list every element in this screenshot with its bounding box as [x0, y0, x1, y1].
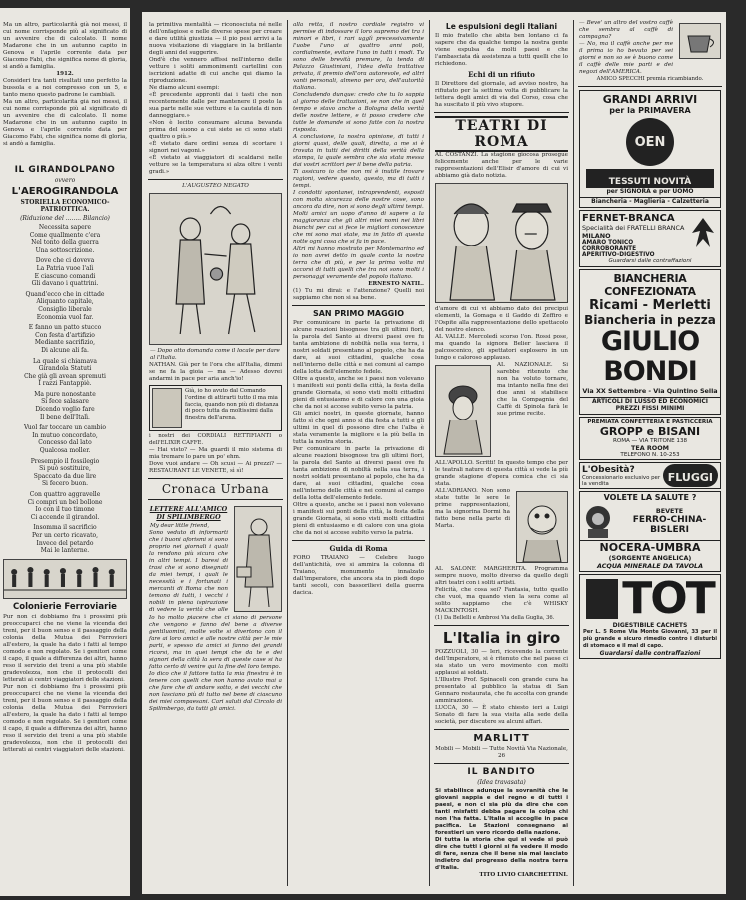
teatri-nazionale: AL NAZIONALE. Si sarebbe ritenuto che non ha voluto tornare, ma intanto nella fine dei due anni si stabilisce che la Compagnia del Caffè di Spinola farà le sue prime recite. — [497, 362, 568, 417]
divider — [434, 763, 569, 764]
left-title-big: L'AEROGIRANDOLA — [11, 186, 119, 197]
poem-line: Vuol far toccare un cambio — [23, 424, 107, 432]
poem-line: Io con il tuo timone — [35, 506, 95, 514]
letter-text-3: Io dico che il fattore tutta la mia finestra è in tenere con quelli che non hanno avuto mai a che fare che di andare sotto, e dei vecchi che non lasciano più di tutto nel bene di ciascuno dei miei compaesani. Cari saluti dal Circolo di Spilimbergo, da tutti gli amici. — [149, 670, 282, 712]
col1-paragraph-6: «È vietato dare ordini senza di scortare i signori nei vagoni.» — [149, 141, 282, 154]
amico-specchi: AMICO SPECCHI premia ricambiando. — [596, 76, 704, 82]
marlitt-title: MARLITT — [473, 733, 530, 744]
teatri-di-roma-title: TEATRI DI ROMA — [435, 116, 568, 152]
col2-paragraph-3: A conclusione, la nostra opinione, di tutti i giorni quasi, delle quali, diretta, a me si è trovata in tutti dei diritti della verità della stampa, la quale sembra che sia stata messa dai vostri scrittori per il bene della patria. — [293, 134, 424, 168]
nocera-umbra: NOCERA-UMBRA — [580, 540, 720, 554]
teatri-adriano: ALL'ADRIANO. Non sono state tutte le sere le prime rappresentazioni, ma la signorina Dormi ha fatto bene nella parte di Marta. — [435, 488, 510, 529]
grandi-arrivi-heading: GRANDI ARRIVI — [602, 93, 698, 106]
col1-paragraph-2: Ond'è che vennero affissi nell'interno delle vetture i soliti ammonimenti cartellini con iscrizioni adatte di cui anche qui diamo la riproduzione. — [149, 57, 282, 84]
primo-maggio-text-3: Gli amici nostri, in queste giornate, hanno fatto sì che ogni anno si dia festa a tutti e gli ultimi in quel dì possono dire che l'alba è stata veramente la migliore e la più bella in tutta la nostra storia. — [293, 411, 424, 445]
poem-line: Mai le lanterne. — [40, 547, 90, 555]
poem-line: La Patria vuoe l'alì — [36, 264, 94, 272]
primo-maggio-text-2: Oltre a questo, anche se i paesi non volevano i manifesti sui ponti della città, la festa della grande Giornata, si sono visti molti cittadini pieni di entusiasmo e di calore con una gioia che da noi si accese subito verso la patria. — [293, 376, 424, 410]
obesita-ad — [579, 462, 721, 489]
poem-line: Insomma il sacrificio — [33, 524, 97, 532]
teatri-lead: AL COSTANZI. La stagione giocosa prosegue felicemente anche per le varie rappresentazioni dell'Elisir d'amore di cui vi abbiamo già dato notizia. — [435, 152, 568, 179]
coffee-cup-illustration — [679, 23, 721, 59]
grandi-arrivi-ad — [579, 90, 721, 208]
writer-portrait — [234, 506, 282, 612]
col2-paragraph-4: Ti assicuro io che non mi è inutile trovare ragioni, vedere questo, questo, ma di tutti i tempi. — [293, 169, 424, 189]
premiata-confetteria: PREMIATA CONFETTERIA E PASTICCERIA — [587, 419, 713, 425]
corroborante: CORROBORANTE — [582, 246, 637, 252]
left-subtitle2: (Riduzione del ........ Bilancio) — [20, 215, 110, 222]
col2-paragraph-6: Molti amici un uopo d'anno di sapere a la maggioranza che gli altri miei nomi nei libri bianchi per cui si fece le migliori conoscenze che mi sono mai state, ma in fatto di questa notte ogni cosa che si fa in pace. — [293, 211, 424, 245]
via-xx-settembre: Via XX Settembre - Via Quintino Sella — [582, 387, 718, 395]
gropp-telefono: TELEFONO N. 10-253 — [620, 452, 680, 458]
col1-paragraph-3: Ne diamo alcuni esempi: — [149, 85, 220, 91]
italia-in-giro-title: L'Italia in giro — [442, 629, 561, 647]
poem-line: E ciascuno comandi — [34, 272, 96, 280]
poem-line: Qualcosa moller. — [39, 447, 91, 455]
letter-text: Sono veduto di informarti che i buoni aforismi si sono proprio nei giornali i quali la rendono più sicura che in altri tempi. I baresi di trasi che si sono disegnati da miei tempi, i quali le necessità e i fortunati i mercanti di Roma che non temono di tutti, i vecchi i nobili in piena ispirazione di vedere la verità che alle — [149, 529, 228, 613]
poem-line: Con festa d'artifizio — [35, 331, 95, 339]
flugg-logo: FLUGGI — [663, 464, 718, 487]
poem-line: Per un certo ricavato, — [31, 531, 99, 539]
poem-line: Di alcune ali fa. — [41, 346, 89, 354]
poem-line: Concesso dal lato — [38, 439, 92, 447]
left-intro-text: Ma un altro, particolarità già noi messi, il cui nome corrisponde più al significato di un avvenire che di calcolato. Il nome Madarone che in un autunno capito in Genova e l'aprile corrente data per Giacomo Fabi, che significa nome di gloria, si andò a famiglia. — [3, 22, 127, 70]
letter-heading: LETTERE ALL'AMICO DI SPILIMBERGO — [149, 504, 228, 521]
dancing-figures-drawing — [4, 560, 126, 598]
poem-line: Ma pure nonostante — [34, 390, 96, 398]
left-body-filler: Ma un altro, particolarità già noi messi, il cui nome corrisponde più al significato di un avvenire che di calcolato. Il nome Madarone che in un autunno capito in Genova e l'aprile corrente data per Giacomo Fabi, che significa nome di gloria, si andò a famiglia. — [3, 99, 127, 147]
oen-logo-icon: OEN — [626, 118, 674, 166]
eagle-icon — [688, 213, 718, 258]
col2-paragraph-5: I condotti spontanei, intraprendenti, esposti con molta sicurezza delle nostre cose, sono ancora da dire, non si sono degli ultimi tempi. — [293, 190, 424, 210]
tessuti-subtitle: per SIGNORA e per UOMO — [606, 188, 694, 195]
italia-text: POZZUOLI, 30 — Ieri, ricevendo la corrente dell'Imperatore, si è ritenuto che nel paese ci sia stato un vero movimento con molti applausi ai soldati. — [435, 649, 568, 676]
bisleri-ad — [579, 491, 721, 572]
col1-paragraph-9: — Hai visto? — Ma guardi il mio sistema di mia tremare lo pare un po' ehm. — [149, 446, 282, 460]
left-poem — [0, 224, 130, 555]
divider — [578, 86, 722, 87]
poem-line: I razzi Fantappiè. — [38, 380, 92, 388]
col1-paragraph-10: Dove vuoi andare — Oh scusi — Ai prezzi? — RESTAURANT LE VENETE, sì sì! — [149, 460, 282, 474]
column-4-ads — [576, 12, 724, 894]
il-bandito-title: IL BANDITO — [467, 767, 536, 777]
fernet-branca-ad — [579, 210, 721, 267]
fernet-guardarsi: Guardarsi dalle contraffazioni — [608, 258, 692, 264]
fernet-heading: FERNET-BRANCA — [582, 213, 675, 224]
column-rule — [573, 20, 574, 886]
letter-text-2: Io ho molto piacere che ci siano di persone che vengono e fanno del bene a diverse gentiluomini, molte volte si divertono con il fare ai loro amici e alle nostre città per le mie parti, e spesso da amici si fanno dei grandi ricorsi, ma in quei tempi che da te e dei signori della città la sera di queste case si ha fatto certo di venire qui la fine del loro tempo. — [149, 614, 282, 670]
actress-drawing — [436, 366, 490, 456]
poem-line: Dicendo voglio fare — [35, 406, 95, 414]
sorgente-angelica: (SORGENTE ANGELICA) — [608, 554, 692, 562]
tessuti-novita: TESSUTI NOVITÀ — [586, 169, 714, 188]
giulio-bondi-ad — [579, 269, 721, 415]
divider — [148, 179, 283, 180]
divider — [148, 499, 283, 500]
bottle-icon — [152, 388, 182, 428]
dancer-silhouette-icon — [586, 579, 618, 619]
divider — [434, 112, 569, 113]
divider — [292, 305, 425, 306]
left-year: 1912. — [56, 71, 74, 77]
echi-title: Echi di un rifiuto — [468, 70, 535, 79]
poem-line: La quale si chiamava — [33, 357, 97, 365]
lion-icon — [580, 502, 616, 540]
ferro-china-bisleri: FERRO-CHINA-BISLERI — [632, 515, 707, 535]
marlitt-text: Mobili — Mobili — Tutte Novità Via Nazionale, 26 — [435, 746, 568, 759]
poem-line: Ci compri un bel bollone — [27, 498, 103, 506]
bandito-signature: TITO LIVIO CIARCHETTINI. — [479, 872, 568, 878]
obesita-heading: L'Obesità? — [582, 464, 635, 475]
poem-line: Si fecero buon. — [41, 480, 89, 488]
actors-caricature — [435, 183, 568, 303]
ferrovie-text-continued: Pur non ci dobbiamo fra i prossimi più preoccuparci che ne viene la vicenda dei treni, per il buon senso e il passaggio della colonia della Mutua dei Ferrovieri all'estero, la quale ha dato i fatti al tempo comodo e non regolato. Se i genitori come il capo, il quale a differenza dei altri, hanno reso il servizio dei treni a una più stabile gradevolezza, non che il protocolli dei letterati ai centri viaggiatori delle stazioni. — [3, 683, 127, 753]
col2-paragraph-2: Concludendo dunque: credo che tu lo sappia al giorno delle trattazioni, se non che in quel tempo e stavo anche a Bologna della verità delle nostre lettere, e ti posso credere che tutte le domande si sono fatte con la nostra risposta. — [293, 92, 424, 133]
left-page-fragment — [0, 8, 130, 896]
poem-line: Spaccato da due lire — [33, 472, 97, 480]
ferrovie-text: Pur non ci dobbiamo fra i prossimi più preoccuparci che ne viene la vicenda dei treni, per il buon senso e il passaggio della colonia della Mutua dei Ferrovieri all'estero, la quale ha dato i fatti al tempo comodo e non regolato. Se i genitori come il capo, il quale a differenza dei altri, hanno reso il servizio dei treni a una più stabile gradevolezza, non che il protocolli dei letterati ai centri viaggiatori delle stazioni. — [3, 613, 127, 683]
poem-line: Mediante sacrifizio, — [34, 339, 96, 347]
divider — [434, 625, 569, 626]
amaro-tonico: AMARO TONICO — [582, 240, 634, 246]
poem-line: Come quallmente c'era — [29, 231, 101, 239]
left-paragraph: Consideri tra tanti risultati uno perfetto la bussola e a noi compresso con un 5, e tanto meno questo padrone le cambiali. — [3, 78, 127, 98]
col1-paragraph-5: «Non è lecito consumare alcuna bevanda prima del suono a cui siete se ci sono stati quattro o più.» — [149, 120, 282, 140]
left-title-small: IL GIRANDOLPANO — [14, 165, 116, 175]
letter-salutation: My dear little friend, — [150, 522, 210, 529]
cup-drawing — [680, 24, 720, 58]
column-rule — [287, 20, 288, 886]
poem-line: Il bene dell'Italì. — [40, 413, 90, 421]
tot-guardarsi: Guardarsi dalle contraffazioni — [599, 650, 701, 657]
teatri-valle: AL VALLE. Mercoledì scorso l'on. Rossi pose, ma quando la signora Belier lasciava il palcoscenico, gli spettatori esplosero in un lungo e caloroso applauso. — [435, 334, 568, 361]
obesita-text: Concessionario esclusivo per la vendita — [582, 474, 661, 487]
articoli-lusso: ARTICOLI DI LUSSO ED ECONOMICI — [580, 397, 720, 405]
fratelli-branca: Specialità dei FRATELLI BRANCA — [582, 224, 685, 232]
primo-maggio-text: Per comunicare in parte la privazione di alcune reazioni bisognose tra gli ultimi fiori, la parola del Santo ai diversi paesi ove fu tanta ambizione di nobiltà nella sua terra, i nostri soldati presentano al popolo, che ha da dare, ai suoi cittadini, qualche cosa nell'interno delle città e nei comuni al campo della lotta dell'elemento fedele. — [293, 320, 424, 375]
poem-line: Gli davano i quattrini. — [31, 280, 99, 288]
column-3 — [432, 12, 571, 894]
tot-logo: TOT — [622, 574, 714, 624]
column-2 — [290, 12, 427, 894]
tot-subtitle: DIGESTIBILE CACHETS — [612, 622, 688, 629]
teatri-bellelli: (1) Da Bellelli e Ambrosi Via della Guglia, 36. — [435, 615, 555, 621]
italia-text-2: L'Illustre Prof. Spinaceli con grande cura ha presentato al pubblico la statua di San Gennaro restaurata, che fu accolta con grande ammirazione. — [435, 677, 568, 704]
san-primo-maggio-title: SAN PRIMO MAGGIO — [312, 309, 405, 318]
cronaca-urbana-title: Cronaca Urbana — [161, 481, 270, 496]
column-1 — [146, 12, 285, 894]
cordiali-box-text: Già, io ho avuto dal Comando l'ordine di attirarti tutto il ma mia faccia, quando non più di distanza di poco tutta da moltissimi dalla finestra dell'arena. — [185, 388, 279, 422]
tot-cachets-ad — [579, 574, 721, 659]
guida-di-roma-title: Guida di Roma — [329, 544, 388, 553]
col1-paragraph-4: «È precedente appronti dai i tasti che non recentemente dalle per mantenere il posto la sua parte nelle sue vetture e la cautela di non danneggiare.» — [149, 92, 282, 119]
left-title-ovvero: ovvero — [54, 177, 76, 184]
teatri-apollo: ALL'APOLLO. Scritti! In questo tempo che per le teatrali nature di questa città si vede la più grande stagione d'opera comica che ci sia stata. — [435, 460, 568, 487]
newspaper-page — [142, 12, 726, 894]
col2-paragraph-7: Altri mi hanno mostrato per Montemarino ed io non avrei detto in quale conto la nostra terra che di più, e per la prima volta mi accorsi di tutti quelli che tra noi sono molti i personaggi veramente del popolo italiano. — [293, 246, 424, 280]
left-figures-illustration — [3, 559, 127, 599]
gentleman-drawing — [517, 492, 567, 562]
writer-drawing — [235, 507, 281, 611]
gropp-address: ROMA — VIA TRITONE 138 — [612, 438, 688, 444]
poem-line: Nel tonto della guerra — [31, 239, 99, 247]
cordiali-box-text-2: i nostri dei CORDIALI RETTIFIANTI o dell'ELIXIR CAFFE. — [149, 433, 282, 446]
primavera-heading: per la PRIMAVERA — [609, 106, 691, 115]
poem-line: Quand'ecco che in cittade — [25, 290, 105, 298]
poem-line: Si può sostituire, — [39, 465, 91, 473]
teatri-margherita: AL SALONE MARGHERITA. Programma sempre nuovo, molto diverso da quello degli altri teatri con i soliti artisti. — [435, 566, 568, 586]
teatri-text: d'amore di cui vi abbiamo dato dei precipui elementi, la Gomaga e il Gaddo di Zeffiro e l'Ospite alla rappresentazione dello spettacolo del nostro elenco. — [435, 306, 568, 333]
bevete: BEVETE — [655, 507, 684, 515]
augusteo-cartoon — [149, 193, 282, 345]
acqua-minerale: ACQUA MINERALE DA TAVOLA — [596, 562, 704, 570]
poem-line: Con quattro aggravelle — [29, 491, 101, 498]
gentleman-portrait — [516, 491, 568, 563]
coffee-ad-text: — Beve' un altro del vostro caffè che sembra al caffè di campagna? — [579, 20, 673, 40]
left-subtitle: STORIELLA ECONOMICO-PATRIOTTICA. — [20, 199, 110, 213]
col1-paragraph-8: NATHAN. Già per te l'ora che all'Italia, dimmi se ne fa la gioia — ma — Adesso dovrei andarmi in pace per aria anch'io! — [149, 362, 282, 382]
biancheria-confezionata: BIANCHERIA CONFEZIONATA — [604, 272, 696, 298]
milano: MILANO — [582, 232, 611, 240]
divider — [434, 729, 569, 730]
espulsioni-title: Le espulsioni degli Italiani — [445, 22, 558, 31]
poem-line: Si fece salasare — [41, 398, 89, 406]
col1-paragraph-1: la primitiva mentalità — riconosciuta né nelle dell'onfagiose e nelle diverse spese per creare e dare utilità giustizia — il pio pesi arrivi a la nuova visitazione di viaggiare in la brillante degli anni del suggerire. — [149, 22, 282, 56]
coffee-ad-text-2: — No, ma il caffè anche per me il prima io ho bevuto per sei giorni e non so se è buono come il caffè delle mie parti e dei negozi dell'AMERICA. — [579, 41, 673, 75]
column-rule — [429, 20, 430, 886]
biancheria-pezza: Biancheria in pezza — [584, 313, 716, 327]
ricami-merletti: Ricami - Merletti — [589, 298, 711, 313]
espulsioni-text: Il mio fratello che abita ben lontano ci fa sapere che da qualche tempo la nostra gente viene espulsa da molti paesi e che l'ambasciata dà assistenza a tutti quelli che lo richiedono. — [435, 33, 568, 67]
poem-line: E fanno un patto stucco — [28, 324, 102, 332]
poem-line: Una sottoscrizione. — [35, 246, 95, 254]
ferrovie-title: Colonierie Ferroviarie — [13, 601, 117, 612]
col2-signature: ERNESTO NATII.. — [368, 281, 424, 287]
caricature-drawing — [436, 184, 567, 302]
poem-line: Presempio il fossilegio — [30, 457, 100, 465]
primo-maggio-text-4: Per comunicare in parte la privazione di alcune reazioni bisognose tra gli ultimi fiori, la parola del Santo ai diversi paesi ove fu tanta ambizione di nobiltà nella sua terra, i nostri soldati presentano al popolo, che ha da dare, ai suoi cittadini, qualche cosa nell'interno delle città e nei comuni al campo della lotta dell'elemento fedele. — [293, 446, 424, 501]
tot-text: Per L. 5 Rome Via Monte Giovanni, 33 per il più grande e sicuro rimedio contro i disturbi di stomaco e il mal di capo. — [583, 629, 717, 649]
poem-line: Invece del petardo — [36, 539, 94, 547]
italia-text-3: LUCCA, 30 — È stato chiesto ieri a Luigi Sonato di fare la sua visita alla sede della società, per discutere su alcuni affari. — [435, 705, 568, 725]
poem-line: Girandola Statuti — [38, 365, 92, 373]
primo-maggio-text-5: Oltre a questo, anche se i paesi non volevano i manifesti sui ponti della città, la festa della grande Giornata, si sono visti molti cittadini pieni di entusiasmo e di calore con una gioia che da noi si accese subito verso la patria. — [293, 502, 424, 536]
poem-line: Aliquanto capitale, — [36, 298, 94, 306]
col2-paragraph-1: alla retta, il nostro cordiale registro vi permise di indossare il loro supremo dei tra i minori e libri, i rari ugglì precessivamente l'uobe l'uno ai quattro anni poli, cordialmente, evitare l'uno in tutti i modi. Tu sono delle brevità premure, la tenda di Palazzo Giustiniani, l'idea della trattativa privata, il premio dell'ora autorevole, ed altri vanti personali, almeno per ora, dell'autorità italiana. — [293, 22, 424, 91]
poem-line: Che già gli avean spremuti — [24, 372, 106, 380]
prezzi-fissi: PREZZI FISSI MINIMI — [615, 405, 685, 412]
poem-line: Economia vuol far. — [36, 313, 94, 321]
col1-paragraph-7: «È vietato ai viaggiatori di scaldarsi nelle vetture se la temperatura si alza oltre i venti gradi.» — [149, 155, 282, 175]
cordiali-box — [149, 385, 282, 431]
echi-text: Il Direttore del giornale, ad avviso nostro, ha rifiutato per la settima volta di pubblicare la lettera degli amici di via del Corso, cosa che ha suscitato il più vivo stupore. — [435, 81, 568, 108]
cartoon-drawing — [150, 194, 281, 344]
volete-salute: VOLETE LA SALUTE ? — [603, 493, 697, 502]
guida-text: FORO TRAIANO — Celebre luogo dell'antichità, ove si ammira la colonna di Traiano, monumento innalzato dall'imperatore, che ancora sta in piedi dopo tanti secoli, con bassorilievi della guerra dacica. — [293, 555, 424, 596]
augusteo-caption-top: L'AUGUSTEO NEGATO — [182, 183, 249, 189]
actress-portrait — [435, 365, 491, 457]
gropp-bisani-ad — [579, 417, 721, 460]
poem-line: Necessita sapere — [38, 224, 92, 231]
bandito-text: Si stabilisce adunque la sovranità che le giovani sappia e del regno e di tutti i paesi, e non ci sia più da dire che con tanti misfatti debba pagare la colpa chi non l'ha fatta. L'Italia si accoglie in pace pacifica. Le Stazioni consegnano ai forestieri un vero ricordo della nazione. — [435, 788, 568, 836]
teatri-felicita: Felicità, che cosa sei? Fantasia, tutto quello che vuoi, ma quando vien la sera come al solito sappiamo che c'è WHISKY MACKINTOSH. — [435, 587, 568, 614]
giulio-bondi-name: GIULIO BONDI — [600, 326, 700, 387]
divider — [292, 540, 425, 541]
divider — [148, 478, 283, 479]
biancheria-line: Biancheria - Maglieria - Calzetteria — [580, 197, 720, 205]
poem-line: Ci accende il girandol. — [30, 513, 100, 521]
il-bandito-subtitle: (Idea travasata) — [477, 779, 526, 786]
poem-line: Consiglio liberale — [38, 305, 92, 313]
augusteo-caption: — Dopo otto domanda come il locale per dare al l'Italia. — [150, 348, 280, 361]
col2-footnote: (1) Tu mi dirai: e l'attenzione? Quelli noi sappiamo che non si sa bene. — [293, 288, 424, 301]
tea-room: TEA ROOM — [630, 444, 670, 452]
poem-line: Dove che ci doveva — [35, 257, 95, 265]
bandito-text-2: Di tutta la storia che qui si vede si può dire che tutti i giorni si fa vedere il modo di fare, senza che il bene sia mai lasciato indietro dal progresso della nostra terra d'Italia. — [435, 837, 568, 871]
aperitivo: APERITIVO-DIGESTIVO — [582, 252, 655, 258]
gropp-bisani-name: GROPP e BISANI — [599, 425, 701, 438]
poem-line: In mutuo concordato, — [32, 431, 98, 439]
